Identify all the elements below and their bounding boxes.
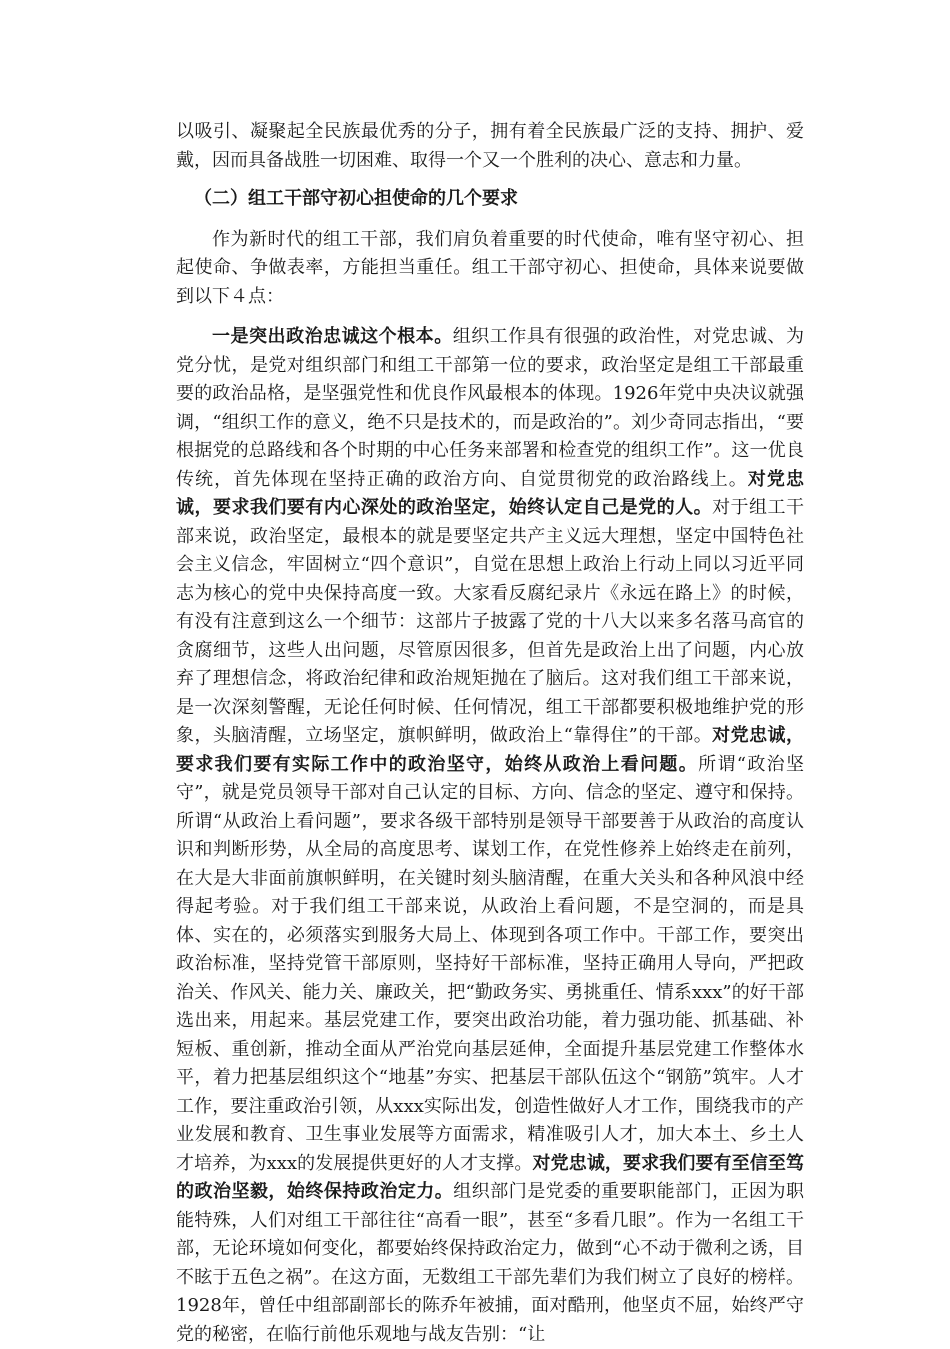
document-body (176, 118, 804, 1349)
bold-point-2: 对党忠诚，要求我们要有实际工作中的政治坚守，始终从政治上看问题。 (176, 725, 805, 775)
paragraph-intro: 作为新时代的组工干部，我们肩负着重要的时代使命，唯有坚守初心、担起使命、争做表率，方能担当重任。组工干部守初心、担使命，具体来说要做到以下４点： (176, 228, 804, 307)
paragraph-continuation: 以吸引、凝聚起全民族最优秀的分子，拥有着全民族最广泛的支持、拥护、爱戴，因而具备战胜一切困难、取得一个又一个胜利的决心、意志和力量。 (176, 121, 804, 171)
paragraph-political-loyalty (176, 323, 804, 1349)
bold-point-3: 对党忠诚，要求我们要有至信至笃的政治坚毅，始终保持政治定力。 (176, 1152, 805, 1202)
lead-bold-text: 一是突出政治忠诚这个根本。 (212, 326, 453, 347)
body-text: 所谓“政治坚守”，就是党员领导干部对自己认定的目标、方向、信念的坚定、遵守和保持。所谓“从政治上看问题”，要求各级干部特别是领导干部要善于从政治的高度认识和判断形势，从全局的高度思考、谋划工作，在党性修养上始终走在前列，在大是大非面前旗帜鲜明，在关键时刻头脑清醒，在重大关头和各种风浪中经得起考验。对于我们组工干部来说，从政治上看问题，不是空洞的，而是具体、实在的，必须落实到服务大局上、体现到各项工作中。干部工作，要突出政治标准，坚持党管干部原则，坚持好干部标准，坚持正确用人导向，严把政治关、作风关、能力关、廉政关，把“勤政务实、勇挑重任、情系xxx”的好干部选出来，用起来。基层党建工作，要突出政治功能，着力强功能、抓基础、补短板、重创新，推动全面从严治党向基层延伸，全面提升基层党建工作整体水平，着力把基层组织这个“地基”夯实、把基层干部队伍这个“钢筋”筑牢。人才工作，要注重政治引领，从xxx实际出发，创造性做好人才工作，围绕我市的产业发展和教育、卫生事业发展等方面需求，精准吸引人才，加大本土、乡土人才培养，为xxx的发展提供更好的人才支撑。 (176, 753, 804, 1174)
body-text: 对于组工干部来说，政治坚定，最根本的就是要坚定共产主义远大理想，坚定中国特色社会主义信念，牢固树立“四个意识”，自觉在思想上政治上行动上同以习近平同志为核心的党中央保持高度一致。大家看反腐纪录片《永远在路上》的时候，有没有注意到这么一个细节：这部片子披露了党的十八大以来多名落马高官的贪腐细节，这些人出问题，尽管原因很多，但首先是政治上出了问题，内心放弃了理想信念，将政治纪律和政治规矩抛在了脑后。这对我们组工干部来说，是一次深刻警醒，无论任何时候、任何情况，组工干部都要积极地维护党的形象，头脑清醒，立场坚定，旗帜鲜明，做政治上“靠得住”的干部。 (176, 497, 805, 746)
section-heading: （二）组工干部守初心担使命的几个要求 (194, 188, 518, 209)
bold-point-1: 对党忠诚，要求我们要有内心深处的政治坚定，始终认定自己是党的人。 (176, 468, 804, 518)
body-text: 组织工作具有很强的政治性，对党忠诚、为党分忧，是党对组织部门和组工干部第一位的要求，政治坚定是组工干部最重要的政治品格，是坚强党性和优良作风最根本的体现。1926年党中央决议就强调，“组织工作的意义，绝不只是技术的，而是政治的”。刘少奇同志指出，“要根据党的总路线和各个时期的中心任务来部署和检查党的组织工作”。这一优良传统，首先体现在坚持正确的政治方向、自觉贯彻党的政治路线上。 (176, 326, 805, 490)
body-text: 组织部门是党委的重要职能部门，正因为职能特殊，人们对组工干部往往“高看一眼”，甚至“多看几眼”。作为一名组工干部，无论环境如何变化，都要始终保持政治定力，做到“心不动于微利之诱，目不眩于五色之祸”。在这方面，无数组工干部先辈们为我们树立了良好的榜样。1928年，曾任中组部副部长的陈乔年被捕，面对酷刑，他坚贞不屈，始终严守党的秘密，在临行前他乐观地与战友告别：“让 (176, 1181, 805, 1345)
